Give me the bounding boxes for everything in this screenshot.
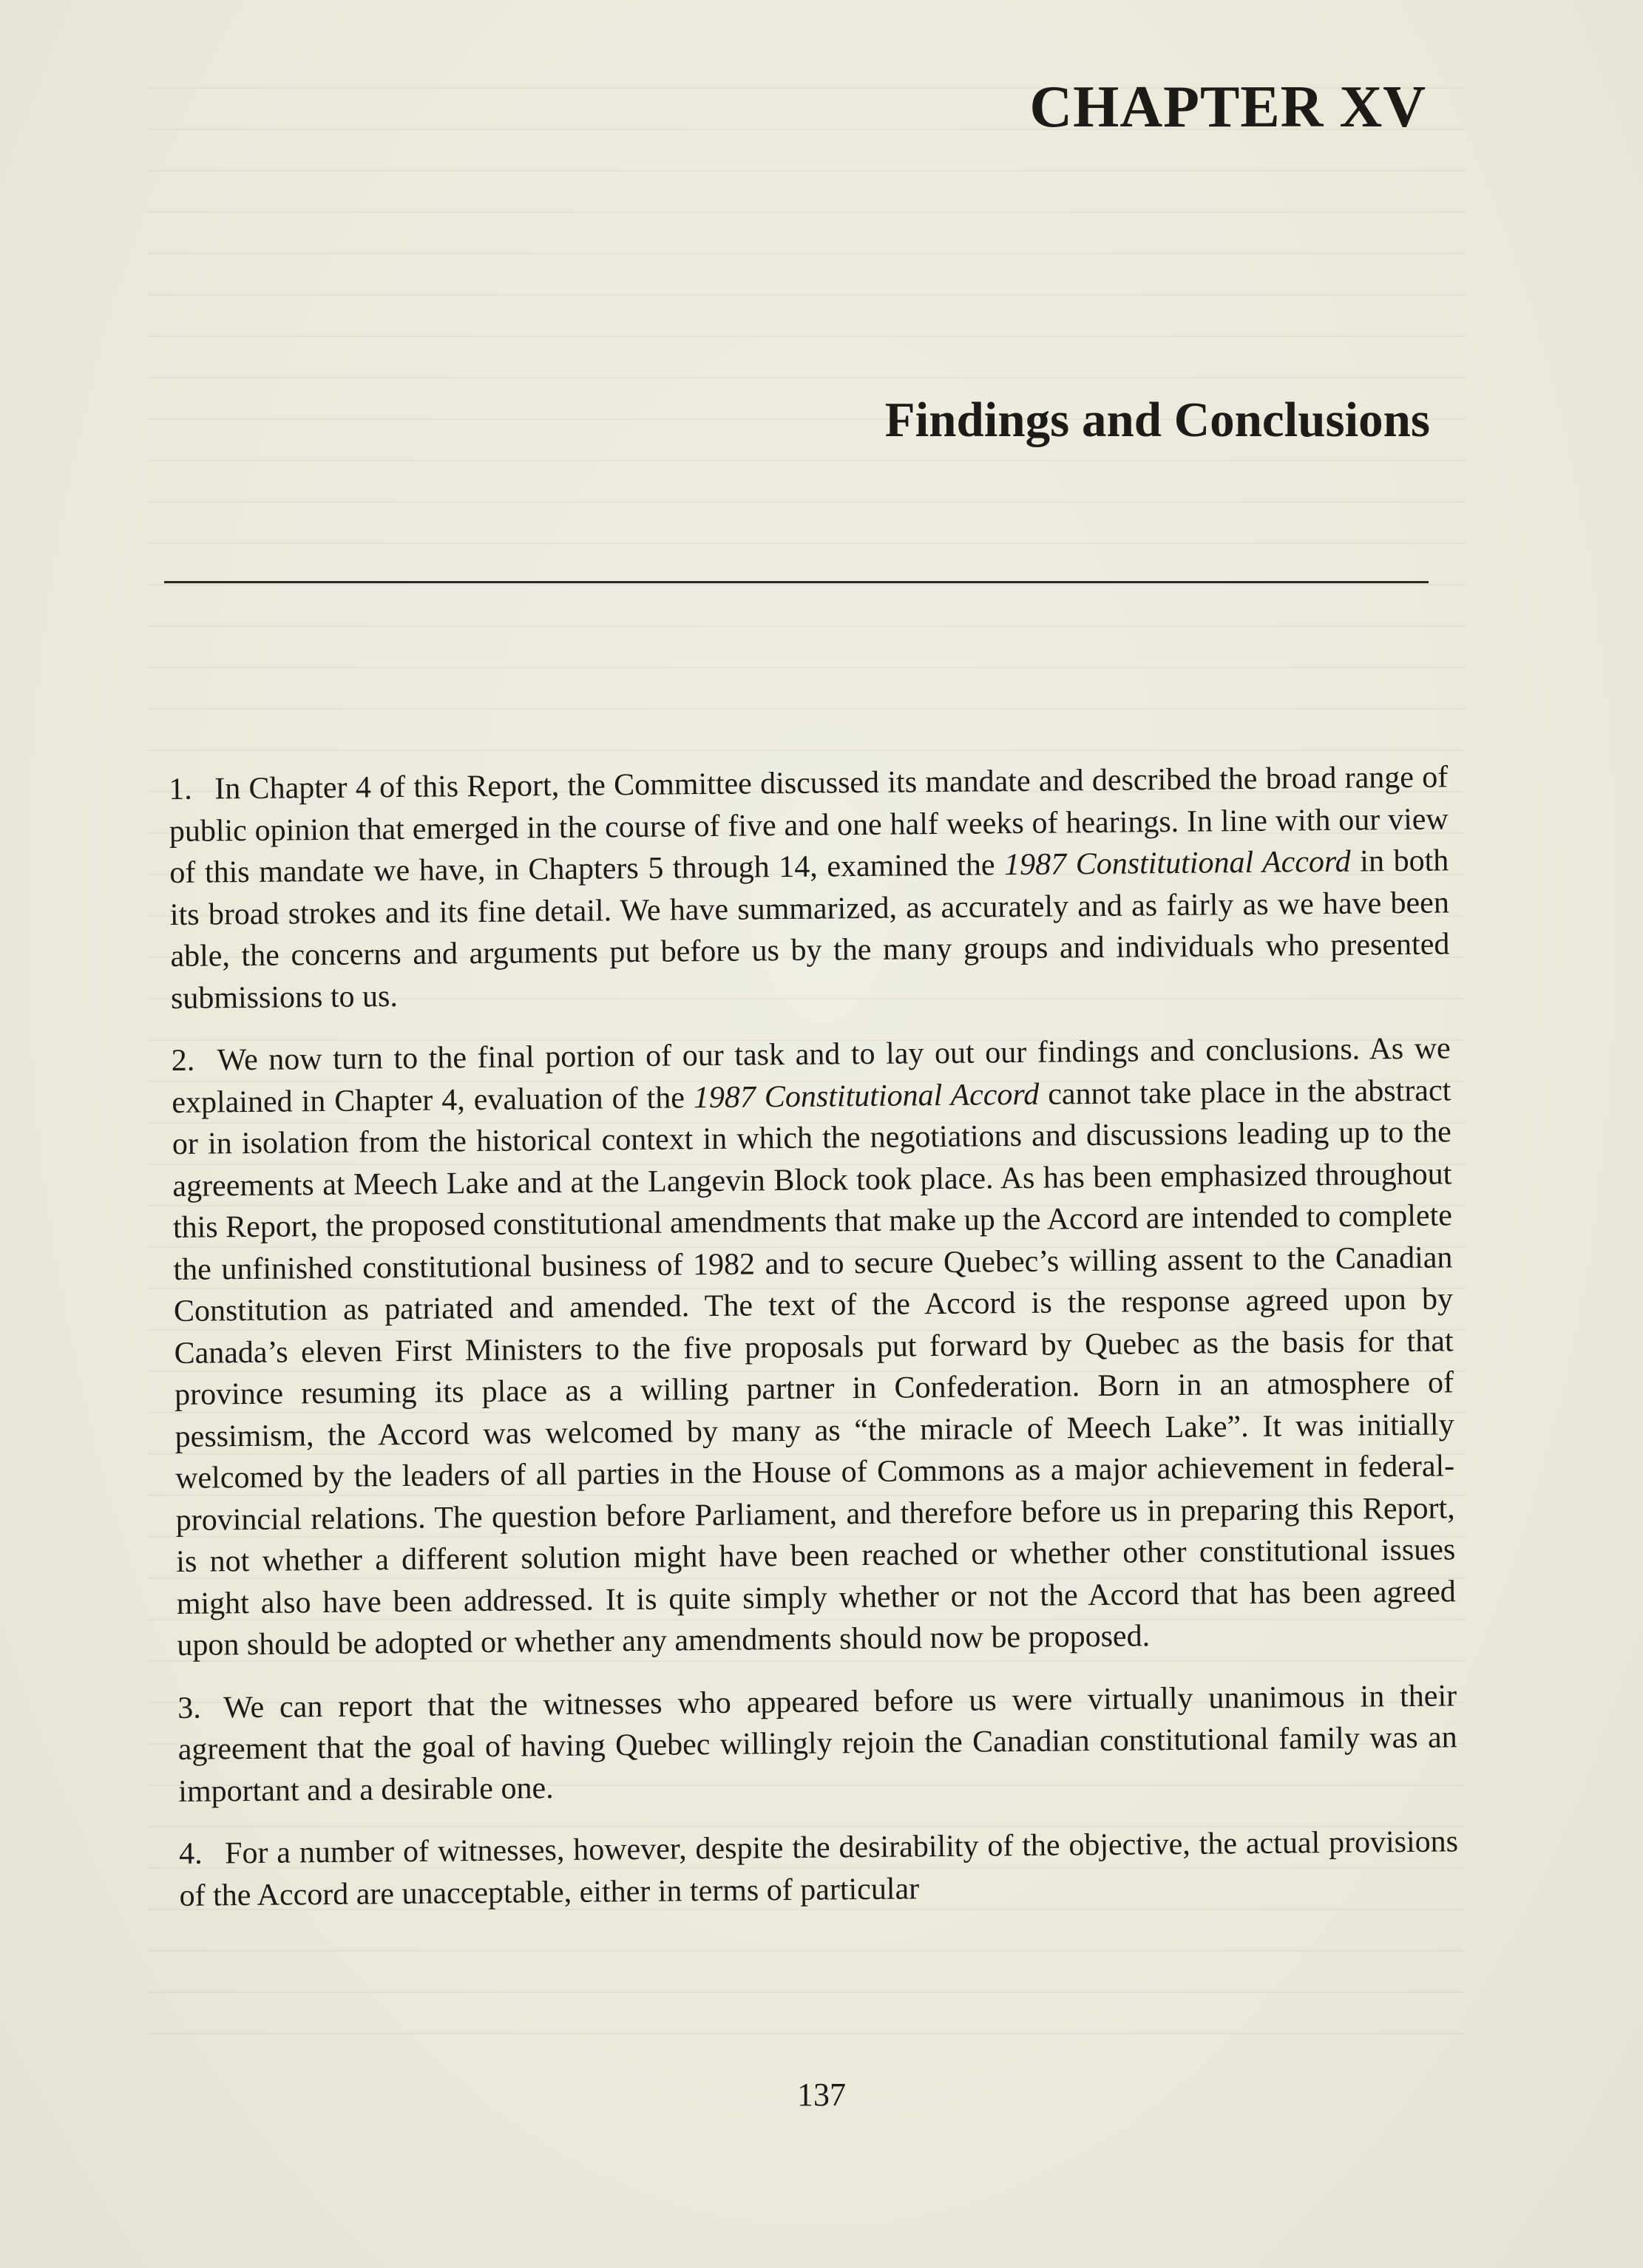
- italic-title: 1987 Constitutional Accord: [1003, 844, 1351, 883]
- paragraph-3: [177, 1675, 1458, 1813]
- paragraph-text: In Chapter 4 of this Report, the Committee discussed its mandate and described the broad range of public opinion that emerged in the course of five and one half weeks of hearings. In line with our view of this mandate we have, in Chapters 5 through 14, examined the: [169, 760, 1449, 890]
- paragraph-text: in both its broad strokes and its fine detail. We have summarized, as accurately and as fairly as we have been able, the concerns and arguments put before us by the many groups and individuals who presented submissions to us.: [169, 843, 1450, 1016]
- paragraph-number: 2.: [171, 1043, 195, 1078]
- chapter-title: CHAPTER XV: [1029, 75, 1426, 140]
- paragraph-text: For a number of witnesses, however, despite the desirability of the objective, the actual provisions of the Accord are unacceptable, either in terms of particular: [179, 1824, 1459, 1913]
- page-number: 137: [797, 2077, 846, 2113]
- paragraph-text: We can report that the witnesses who appeared before us were virtually unanimous in their agreement that the goal of having Quebec willingly rejoin the Canadian constitutional family was an important and a desirable one.: [177, 1678, 1457, 1809]
- italic-title: 1987 Constitutional Accord: [693, 1077, 1040, 1115]
- body-text: [169, 756, 1459, 1938]
- paragraph-number: 1.: [169, 772, 192, 807]
- paragraph-number: 3.: [177, 1691, 201, 1725]
- paragraph-1: [169, 756, 1450, 1019]
- paragraph-text: We now turn to the final portion of our task and to lay out our findings and conclusions. As we explained in Chapter 4, evaluation of the: [172, 1031, 1451, 1120]
- paragraph-number: 4.: [178, 1836, 203, 1871]
- section-title: Findings and Conclusions: [884, 393, 1430, 447]
- paragraph-4: [179, 1821, 1459, 1917]
- paragraph-text: cannot take place in the abstract or in isolation from the historical context in which the negotiations and discussions leading up to the agreements at Meech Lake and at the Langevin Block took place. As has been emphasized throughout this Report, the proposed constitutional amendments that make up the Accord are intended to complete the unfinished constitutional business of 1982 and to secure Quebec’s willing assent to the Canadian Constitution as patriated and amended. The text of the Accord is the response agreed upon by Canada’s eleven First Ministers to the five proposals put forward by Quebec as the basis for that province resuming its place as a willing partner in Confederation. Born in an atmosphere of pessimism, the Accord was welcomed by many as “the miracle of Meech Lake”. It was initially welcomed by the leaders of all parties in the House of Commons as a major achievement in federal-provincial relations. The question before Parliament, and therefore before us in preparing this Report, is not whether a different solution might have been reached or whether other constitutional issues might also have been addressed. It is quite simply whether or not the Accord that has been agreed upon should be adopted or whether any amendments should now be proposed.: [172, 1073, 1456, 1663]
- paragraph-2: [172, 1028, 1457, 1666]
- title-divider: [164, 581, 1429, 583]
